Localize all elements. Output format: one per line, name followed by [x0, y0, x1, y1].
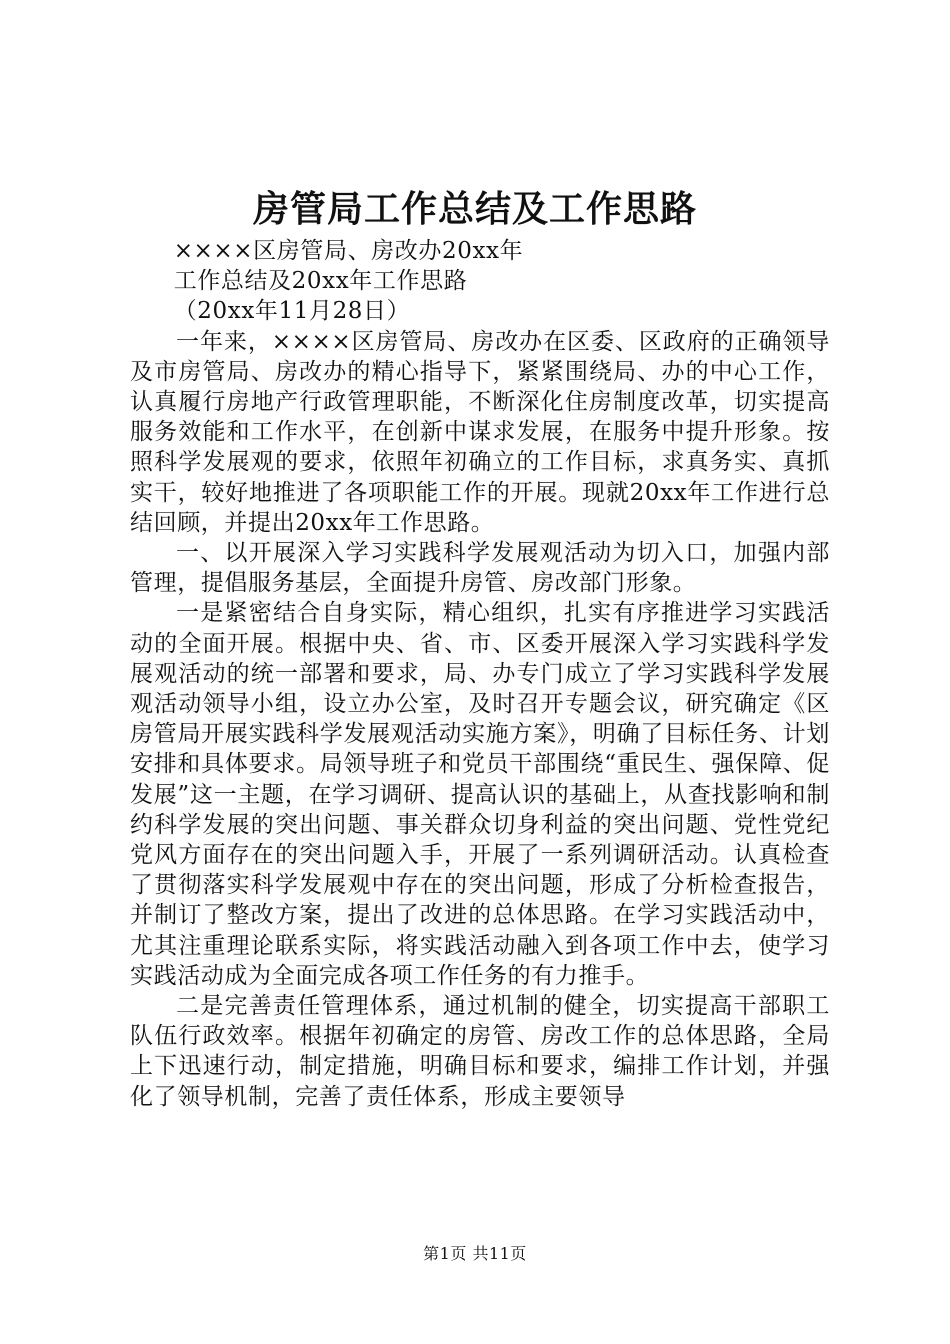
page-footer: 第1页 共11页	[423, 1244, 527, 1263]
paragraph: 二是完善责任管理体系，通过机制的健全，切实提高干部职工队伍行政效率。根据年初确定的房管、房改工作的总体思路，全局上下迅速行动，制定措施，明确目标和要求，编排工作计划，并强化了领导机制，完善了责任体系，形成主要领导	[130, 993, 830, 1110]
paragraph: 一、以开展深入学习实践科学发展观活动为切入口，加强内部管理，提倡服务基层，全面提升房管、房改部门形象。	[130, 540, 830, 597]
header-line: 工作总结及20xx年工作思路	[173, 268, 468, 295]
document-body	[130, 236, 830, 1112]
header-line: ××××区房管局、房改办20xx年	[173, 238, 524, 264]
paragraph: 一年来，××××区房管局、房改办在区委、区政府的正确领导及市房管局、房改办的精心指导下，紧紧围绕局、办的中心工作，认真履行房地产行政管理职能，不断深化住房制度改革，切实提高服务效能和工作水平，在创新中谋求发展，在服务中提升形象。按照科学发展观的要求，依照年初确立的工作目标，求真务实、真抓实干，较好地推进了各项职能工作的开展。现就20xx年工作进行总结回顾，并提出20xx年工作思路。	[130, 328, 830, 536]
paragraph: 一是紧密结合自身实际，精心组织，扎实有序推进学习实践活动的全面开展。根据中央、省、市、区委开展深入学习实践科学发展观活动的统一部署和要求，局、办专门成立了学习实践科学发展观活动领导小组，设立办公室，及时召开专题会议，研究确定《区房管局开展实践科学发展观活动实施方案》，明确了目标任务、计划安排和具体要求。局领导班子和党员干部围绕“重民生、强保障、促发展”这一主题，在学习调研、提高认识的基础上，从查找影响和制约科学发展的突出问题、事关群众切身利益的突出问题、党性党纪党风方面存在的突出问题入手，开展了一系列调研活动。认真检查了贯彻落实科学发展观中存在的突出问题，形成了分析检查报告，并制订了整改方案，提出了改进的总体思路。在学习实践活动中，尤其注重理论联系实际，将实践活动融入到各项工作中去，使学习实践活动成为全面完成各项工作任务的有力推手。	[130, 600, 830, 989]
header-date: （20xx年11月28日）	[173, 298, 411, 325]
document-title: 房管局工作总结及工作思路	[252, 188, 697, 230]
